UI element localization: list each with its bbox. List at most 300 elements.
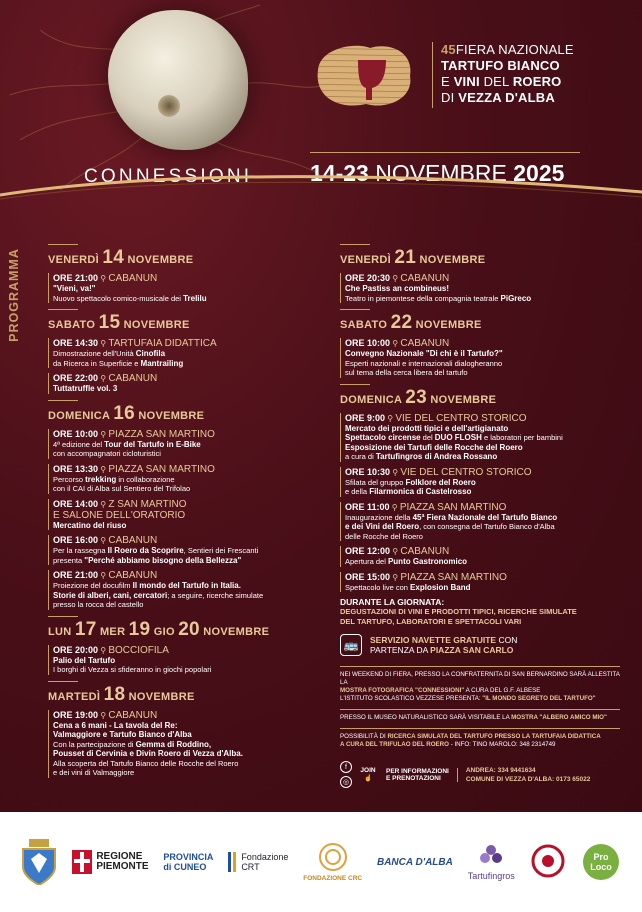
- event-header: [53, 710, 310, 721]
- event-time: ORE 21:00: [53, 273, 99, 283]
- event-time: ORE 13:30: [53, 463, 99, 474]
- event-line-text: 4ª edizione del: [53, 439, 105, 449]
- day-name: SABATO: [340, 319, 391, 331]
- day-month: NOVEMBRE: [426, 393, 497, 406]
- event-line-text: Proiezione del docufilm: [53, 581, 133, 590]
- title-line-2: TARTUFO BIANCO: [441, 58, 560, 73]
- event-time: ORE 10:30: [345, 466, 391, 477]
- title-line-3c: DEL: [479, 74, 513, 89]
- event-line-text: e dei vini di Valmaggiore: [53, 768, 135, 777]
- event-time: ORE 20:30: [345, 273, 391, 283]
- vezza-coat-of-arms-logo: [21, 839, 57, 885]
- event-line-text: Dimostrazione dell'Unità: [53, 349, 136, 358]
- regione-text-1: REGIONE: [96, 851, 143, 862]
- notes-block: [340, 666, 620, 749]
- event-line: [345, 557, 620, 567]
- event-line-text: da Ricerca in Superficie e: [53, 358, 141, 368]
- event-line-text: presso la rocca del castello: [53, 600, 144, 609]
- day-month: NOVEMBRE: [120, 319, 190, 331]
- day-name: MER: [96, 625, 129, 638]
- note-3a: POSSIBILITÀ DI: [340, 733, 388, 740]
- during-day-line-1: DEGUSTAZIONI DI VINI E PRODOTTI TIPICI, RICERCHE SIMULATE: [340, 607, 577, 616]
- day-name: LUN: [48, 625, 75, 638]
- phone-1[interactable]: ANDREA: 334 9441634: [465, 766, 536, 774]
- event-time: ORE 14:00: [53, 498, 99, 509]
- event-line: [53, 284, 310, 294]
- location-pin-icon: ⚲: [98, 429, 109, 439]
- event-line: [345, 284, 620, 294]
- location-pin-icon: ⚲: [390, 572, 401, 582]
- event-line: [53, 359, 310, 369]
- event-header: [53, 338, 310, 349]
- event-line-bold: Pousset di Cervinia e Divin Roero di Vezza d'Alba.: [53, 749, 243, 758]
- program-event: [48, 273, 310, 303]
- event-place: Z SAN MARTINO: [108, 498, 187, 510]
- program-event: [340, 273, 620, 303]
- day-month: NOVEMBRE: [134, 409, 205, 422]
- program-right-column: [340, 238, 620, 788]
- event-line: [345, 433, 620, 443]
- event-header: [345, 546, 620, 557]
- event-line: [345, 452, 620, 462]
- event-line: [53, 730, 310, 740]
- event-line: [53, 721, 310, 731]
- club-logo: [530, 843, 566, 881]
- right-days-list: [340, 244, 620, 592]
- bus-icon: 🚌: [340, 634, 362, 656]
- regione-text-2: PIEMONTE: [96, 861, 149, 872]
- dates-range: 14-23: [310, 160, 369, 186]
- event-line: [345, 424, 620, 434]
- fondazione-crt-logo: [228, 852, 288, 872]
- event-line-text: a cura di: [345, 452, 376, 461]
- event-place: CABANUN: [108, 570, 158, 581]
- event-line-bold: Cena a 6 mani - La tavola del Re:: [53, 720, 178, 730]
- event-time: ORE 16:00: [53, 535, 99, 545]
- piemonte-shield-icon: [72, 850, 92, 874]
- day-heading: [48, 403, 310, 425]
- event-line-strong: Tartufingros di Andrea Rossano: [375, 452, 498, 461]
- shuttle-line-2a: PARTENZA DA: [370, 645, 431, 655]
- event-line-text: Spettacolo live con: [345, 582, 411, 592]
- event-line: [53, 440, 310, 450]
- day-number: 19: [128, 618, 151, 640]
- event-header: [345, 413, 620, 424]
- day-name: VENERDÌ: [340, 254, 395, 266]
- event-line: [345, 368, 620, 378]
- program-event: [48, 373, 310, 394]
- day-number: 22: [390, 312, 413, 333]
- event-line-text: sul tema della cerca libera del tartufo: [345, 368, 468, 377]
- event-header: [53, 499, 310, 510]
- hand-tap-icon: ☝: [363, 775, 373, 782]
- event-time: ORE 21:00: [53, 570, 99, 580]
- note-1b: MOSTRA FOTOGRAFICA "CONNESSIONI": [340, 687, 465, 694]
- event-line-strong: Mantrailing: [140, 358, 184, 368]
- event-line: [53, 656, 310, 666]
- crt-text-2: CRT: [241, 862, 260, 872]
- location-pin-icon: ⚲: [390, 467, 401, 477]
- location-pin-icon: ⚲: [390, 547, 401, 556]
- gold-arc-decoration: [0, 150, 642, 210]
- event-line-text: Teatro in piemontese della compagnia teatrale: [345, 293, 501, 303]
- day-number: 23: [405, 386, 427, 408]
- event-place-2: E SALONE DELL'ORATORIO: [53, 509, 186, 521]
- programma-label: [6, 243, 32, 353]
- day-number: 14: [102, 247, 125, 268]
- event-line-strong: 45ª Fiera Nazionale del Tartufo Bianco: [412, 512, 558, 522]
- day-month: NOVEMBRE: [125, 690, 195, 703]
- event-time: ORE 22:00: [53, 373, 99, 383]
- day-name: DOMENICA: [340, 393, 406, 406]
- event-line: [53, 665, 310, 675]
- pro-loco-badge-icon: [581, 842, 621, 882]
- event-line-bold: Spettacolo circense: [345, 433, 421, 442]
- info-label: [386, 768, 458, 782]
- event-line-text: Apertura del: [345, 557, 388, 566]
- dates-year: 2025: [513, 160, 565, 186]
- event-place: PIAZZA SAN MARTINO: [400, 571, 507, 583]
- title-line-3b: VINI: [453, 74, 480, 89]
- program-event: [48, 535, 310, 565]
- provincia-text-1: PROVINCIA: [163, 852, 214, 862]
- program-event: [48, 710, 310, 778]
- event-time: ORE 12:00: [345, 546, 391, 556]
- phone-2[interactable]: COMUNE DI VEZZA D'ALBA: 0173 65022: [465, 775, 591, 783]
- day-number: 17: [74, 618, 97, 640]
- instagram-icon[interactable]: ◎: [340, 776, 352, 788]
- fair-title: [441, 42, 574, 106]
- facebook-icon[interactable]: f: [340, 761, 352, 773]
- event-line-text: Inaugurazione della: [345, 512, 413, 522]
- event-header: [345, 572, 620, 583]
- event-line-text: Sfilata del gruppo: [345, 477, 406, 487]
- event-line: [53, 581, 310, 591]
- coat-of-arms-icon: [21, 839, 57, 885]
- note-1c: A CURA DEL G.F. ALBESE: [464, 687, 541, 694]
- pro-loco-text-1: Pro: [593, 852, 609, 862]
- event-line-after: , Sentieri dei Frescanti: [183, 546, 259, 555]
- event-line-strong: DUO FLOSH: [434, 433, 482, 442]
- event-line-bold: Valmaggiore e Tartufo Bianco d'Alba: [53, 730, 192, 739]
- day-heading: [340, 312, 620, 334]
- event-line-text: Per la rassegna: [53, 546, 108, 555]
- event-place: VIE DEL CENTRO STORICO: [400, 466, 532, 478]
- shuttle-line-1a: SERVIZIO NAVETTE GRATUITE: [370, 635, 497, 645]
- program-event: [48, 464, 310, 494]
- event-line: [345, 583, 620, 593]
- day-number: 21: [394, 247, 417, 268]
- event-header: [53, 464, 310, 475]
- event-header: [345, 338, 620, 349]
- fondazione-crc-logo: [303, 842, 362, 882]
- banca-text: BANCA D'ALBA: [376, 856, 453, 868]
- event-header: [53, 645, 310, 656]
- shuttle-block: [340, 634, 620, 656]
- location-pin-icon: ⚲: [390, 339, 401, 348]
- program-day: [48, 400, 310, 610]
- day-number: 20: [178, 618, 200, 640]
- day-heading: [340, 387, 620, 409]
- event-place: CABANUN: [108, 273, 158, 284]
- during-day-line-2: DEL TARTUFO, LABORATORI E SPETTACOLI VARI: [340, 616, 522, 626]
- note-2a: PRESSO IL MUSEO NATURALISTICO SARÀ VISITABILE LA: [340, 714, 512, 721]
- program-event: [340, 572, 620, 593]
- event-place: CABANUN: [108, 709, 158, 721]
- event-time: ORE 15:00: [345, 571, 391, 582]
- program-day: [340, 244, 620, 303]
- event-line-strong: Folklore del Roero: [405, 477, 476, 487]
- event-time: ORE 20:00: [53, 644, 99, 655]
- day-heading: [340, 247, 620, 269]
- program-day: [340, 384, 620, 593]
- info-line-1: PER INFORMAZIONI: [386, 767, 449, 775]
- event-line-strong: Gemma di Roddino,: [135, 739, 212, 749]
- fair-logo-icon: [310, 40, 420, 112]
- day-name: SABATO: [48, 319, 99, 331]
- event-line: [53, 475, 310, 485]
- event-line-text: Alla scoperta del Tartufo Bianco delle Rocche del Roero: [53, 758, 239, 768]
- event-line-after: ; a seguire, ricerche simulate: [167, 590, 264, 600]
- event-place: TARTUFAIA DIDATTICA: [108, 338, 217, 349]
- title-line-3a: E: [441, 74, 454, 89]
- location-pin-icon: ⚲: [389, 502, 400, 512]
- location-pin-icon: ⚲: [98, 499, 109, 509]
- event-line: [345, 359, 620, 369]
- event-line-strong: Il mondo del Tartufo in Italia.: [132, 581, 241, 590]
- dates-month: NOVEMBRE: [368, 160, 514, 186]
- shuttle-line-2b: PIAZZA SAN CARLO: [430, 645, 514, 655]
- program-event: [48, 338, 310, 368]
- contacts-block: [340, 761, 620, 788]
- event-line-strong: Tour del Tartufo in E-Bike: [104, 439, 201, 449]
- event-line: [345, 487, 620, 497]
- regione-piemonte-logo: [72, 850, 148, 874]
- event-time: ORE 11:00: [345, 501, 390, 512]
- event-header: [53, 373, 310, 384]
- event-line-text: I borghi di Vezza si sfideranno in giochi popolari: [53, 665, 212, 674]
- event-time: ORE 10:00: [345, 338, 391, 348]
- event-line-bold: Esposizione dei Tartufi delle Rocche del Roero: [345, 442, 523, 452]
- event-line: [53, 740, 310, 750]
- event-line-strong: Trelilu: [183, 293, 207, 303]
- event-line-strong: trekking: [85, 474, 117, 484]
- note-3b: RICERCA SIMULATA DEL TARTUFO PRESSO LA TARTUFAIA DIDATTICA: [387, 733, 601, 740]
- program-event: [48, 499, 310, 531]
- event-line: [53, 768, 310, 778]
- day-name: GIO: [150, 625, 179, 638]
- location-pin-icon: ⚲: [98, 571, 109, 580]
- event-place: CABANUN: [108, 535, 158, 546]
- event-time: ORE 14:30: [53, 338, 99, 348]
- day-name: DOMENICA: [48, 409, 114, 422]
- program-event: [340, 413, 620, 462]
- provincia-cuneo-logo: [163, 852, 213, 872]
- event-line-strong: "Perché abbiamo bisogno della Bellezza": [84, 555, 242, 565]
- event-header: [53, 570, 310, 581]
- programma-text: PROGRAMMA: [6, 248, 21, 342]
- event-place: VIE DEL CENTRO STORICO: [395, 412, 527, 424]
- event-line: [53, 591, 310, 601]
- note-1a: NEI WEEKEND DI FIERA, PRESSO LA CONFRATERNITA DI SAN BERNARDINO SARÀ ALLESTITA LA: [340, 671, 620, 686]
- title-line-1: FIERA NAZIONALE: [455, 42, 574, 57]
- day-month: NOVEMBRE: [124, 254, 194, 266]
- day-month: NOVEMBRE: [199, 625, 270, 638]
- phone-numbers: [466, 766, 590, 784]
- event-time: ORE 19:00: [53, 709, 99, 720]
- event-line-strong: Filarmonica di Castelrosso: [369, 487, 472, 496]
- event-line: [53, 546, 310, 556]
- event-line-after: in collaborazione: [116, 474, 175, 484]
- event-place: CABANUN: [400, 273, 450, 284]
- day-heading: [48, 247, 310, 269]
- event-line-strong: Cinofila: [135, 349, 166, 358]
- event-line-bold: Tuttatruffle vol. 3: [53, 384, 118, 393]
- event-header-2: [53, 510, 310, 521]
- event-line-strong: PiGreco: [500, 293, 532, 303]
- event-header: [53, 429, 310, 440]
- event-line-strong: Punto Gastronomico: [387, 557, 468, 566]
- day-number: 15: [98, 312, 121, 333]
- program-event: [48, 645, 310, 675]
- note-2b: MOSTRA "ALBERO AMICO MIO": [511, 714, 607, 721]
- info-line-2: E PRENOTAZIONI: [386, 774, 441, 782]
- provincia-text-2: di CUNEO: [163, 862, 207, 872]
- event-line: [345, 522, 620, 532]
- event-line: [345, 349, 620, 359]
- note-1e: "IL MONDO SEGRETO DEL TARTUFO": [482, 695, 596, 702]
- program-day: [48, 681, 310, 778]
- event-place: CABANUN: [400, 546, 450, 557]
- event-header: [53, 273, 310, 284]
- event-place: CABANUN: [400, 338, 450, 349]
- event-line: [53, 600, 310, 610]
- during-day-heading: DURANTE LA GIORNATA:: [340, 597, 445, 607]
- day-name: VENERDÌ: [48, 254, 103, 266]
- day-number: 18: [103, 683, 126, 705]
- tartufingros-flower-icon: [479, 844, 503, 868]
- note-3c: A CURA DEL TRIFULAO DEL ROERO: [340, 741, 449, 748]
- event-line-text: con il CAI di Alba sul Sentiero del Trifolao: [53, 484, 191, 493]
- during-day-block: [340, 597, 620, 626]
- event-line-bold: Mercato dei prodotti tipici e dell'artigianato: [345, 423, 509, 433]
- event-line-strong: Storie di alberi, cani, cercatori: [53, 590, 168, 600]
- location-pin-icon: ⚲: [98, 464, 109, 474]
- theme-title: CONNESSIONI: [84, 166, 253, 187]
- event-line: [53, 294, 310, 304]
- event-line: [345, 478, 620, 488]
- event-line-strong: Il Roero da Scoprire: [107, 546, 184, 555]
- crt-bars-icon: [228, 852, 238, 872]
- event-line-bold: Che Pastiss an combineus!: [345, 284, 450, 293]
- program-day: [48, 244, 310, 303]
- crc-spiral-icon: [318, 842, 348, 872]
- event-place: PIAZZA SAN MARTINO: [108, 463, 215, 475]
- event-header: [345, 273, 620, 284]
- event-line-text: Percorso: [53, 474, 86, 484]
- program-day: [340, 309, 620, 378]
- event-line-text: e della: [345, 487, 370, 496]
- event-line: [53, 449, 310, 459]
- day-name: MARTEDÌ: [48, 690, 104, 703]
- tartufingros-logo: [468, 844, 515, 881]
- event-line-text: Con la partecipazione di: [53, 739, 136, 749]
- event-line-text: con accompagnatori cicloturistici: [53, 449, 161, 458]
- program-event: [340, 338, 620, 378]
- event-time: ORE 10:00: [53, 428, 99, 439]
- event-place: PIAZZA SAN MARTINO: [399, 501, 507, 513]
- event-line-strong: Explosion Band: [410, 582, 471, 592]
- shuttle-line-1b: CON: [496, 635, 518, 645]
- program-day: [48, 616, 310, 675]
- location-pin-icon: ⚲: [385, 413, 396, 423]
- day-heading: [48, 619, 310, 641]
- program-event: [340, 546, 620, 567]
- day-number: 16: [113, 402, 135, 424]
- join-label[interactable]: [360, 767, 376, 782]
- event-header: [345, 467, 620, 478]
- event-line-bold: Convegno Nazionale "Di chi è il Tartufo?": [345, 349, 503, 358]
- event-line-after: del: [420, 433, 435, 442]
- banca-dalba-logo: [377, 857, 453, 868]
- event-time: ORE 9:00: [345, 412, 386, 423]
- join-text: JOIN: [360, 767, 376, 774]
- location-pin-icon: ⚲: [98, 645, 109, 655]
- location-pin-icon: ⚲: [98, 536, 109, 545]
- location-pin-icon: ⚲: [98, 339, 109, 348]
- title-line-4a: DI: [441, 90, 459, 105]
- day-heading: [48, 684, 310, 706]
- event-line: [53, 556, 310, 566]
- event-line: [345, 443, 620, 453]
- event-line: [345, 532, 620, 542]
- program-event: [340, 467, 620, 497]
- event-line: [53, 521, 310, 531]
- title-line-4b: VEZZA D'ALBA: [458, 90, 555, 105]
- event-line-bold: Mercatino del riuso: [53, 520, 127, 530]
- edition-number: 45: [441, 42, 456, 57]
- day-month: NOVEMBRE: [412, 319, 482, 331]
- location-pin-icon: ⚲: [98, 374, 109, 383]
- program-event: [340, 502, 620, 542]
- program-event: [48, 429, 310, 459]
- event-line-text: presenta: [53, 555, 85, 565]
- pro-loco-logo: [581, 842, 621, 882]
- logo-separator: [432, 42, 433, 108]
- location-pin-icon: ⚲: [98, 274, 109, 283]
- crt-text-1: Fondazione: [241, 852, 289, 862]
- sponsor-logos-bar: [0, 812, 642, 912]
- program-day: [48, 309, 310, 394]
- event-line-bold: "Vieni, va!": [53, 284, 96, 293]
- event-line-text: delle Rocche del Roero: [345, 531, 423, 541]
- day-heading: [48, 312, 310, 334]
- program-left-column: [48, 238, 310, 783]
- location-pin-icon: ⚲: [98, 710, 109, 720]
- event-line-after-2: e laboratori per bambini: [481, 433, 563, 442]
- event-place: BOCCIOFILA: [108, 644, 169, 656]
- location-pin-icon: ⚲: [390, 274, 401, 283]
- note-1d: L'ISTITUTO SCOLASTICO VEZZESE PRESENTA:: [340, 695, 483, 702]
- event-place: CABANUN: [108, 373, 158, 384]
- event-line: [53, 759, 310, 769]
- event-line: [53, 384, 310, 394]
- red-circle-logo-icon: [530, 843, 566, 881]
- tartufingros-text: Tartufingros: [467, 870, 515, 881]
- program-event: [48, 570, 310, 610]
- event-line: [53, 349, 310, 359]
- event-line: [345, 294, 620, 304]
